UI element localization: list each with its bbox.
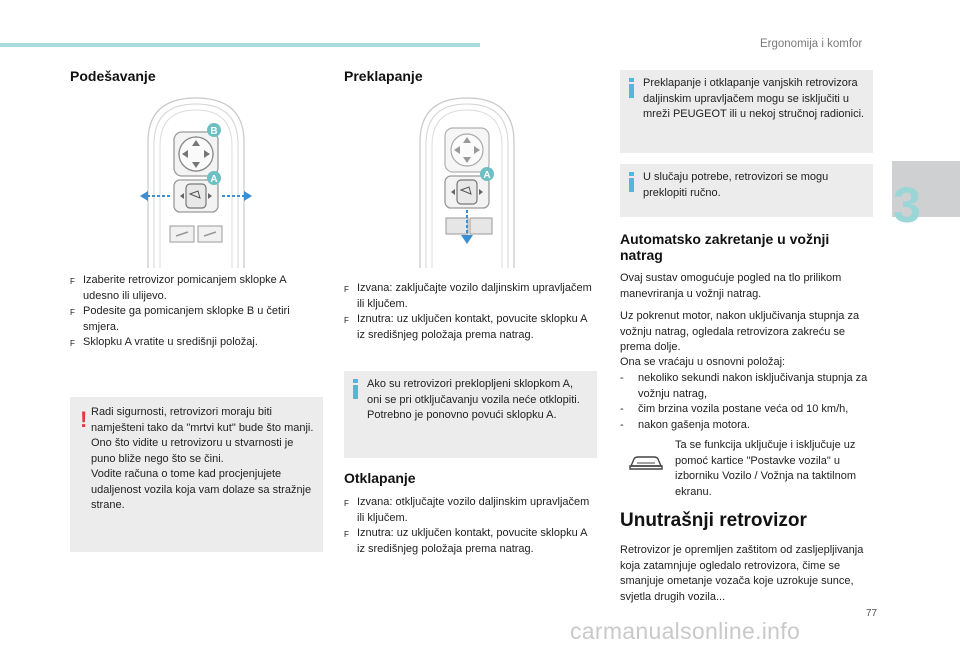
heading-podesavanje: Podešavanje <box>70 68 156 84</box>
warning-icon: ! <box>80 407 88 432</box>
list-item: F Izvana: zaključajte vozilo daljinskim upravljačem ili ključem. <box>344 282 592 310</box>
info-text: U slučaju potrebe, retrovizori se mogu preklopiti ručno. <box>643 171 829 199</box>
paragraph: Ona se vraćaju u osnovni položaj: <box>620 356 786 368</box>
info-text: Ako su retrovizori preklopljeni sklopkom A, oni se pri otključavanju vozila neće otklopiti. Potrebno je ponovno povući sklopku A. <box>367 378 580 421</box>
info-box-fold <box>344 371 597 458</box>
fold-steps-list <box>344 281 594 343</box>
paragraph: Retrovizor je opremljen zaštitom od zasljepljivanja koja zatamnjuje ogledalo retrovizora, čime se smanjuje ometanje vozača koje uzrokuje sunce, svjetla drugih vozila... <box>620 544 864 603</box>
warning-box <box>70 397 323 552</box>
heading-auto-tilt: Automatsko zakretanje u vožnji natrag <box>620 231 830 263</box>
settings-note: Ta se funkcija uključuje i isključuje uz pomoć kartice "Postavke vozila" u izborniku Vozilo / Vožnja na taktilnom ekranu. <box>675 439 856 498</box>
mirror-switch-illustration-fold <box>412 92 522 268</box>
page-number: 77 <box>866 608 878 619</box>
label-a: A <box>483 170 491 181</box>
label-a: A <box>210 174 218 185</box>
paragraph: Uz pokrenut motor, nakon uključivanja stupnja za vožnju natrag, ogledala retrovizora zakreću se prema dolje. <box>620 310 860 353</box>
list-item: F Izvana: otključajte vozilo daljinskim upravljačem ili ključem. <box>344 496 590 524</box>
paragraph: Ovaj sustav omogućuje pogled na tlo prilikom manevriranja u vožnji natrag. <box>620 272 842 300</box>
chapter-number: 3 <box>893 177 921 233</box>
watermark: carmanualsonline.info <box>570 618 801 644</box>
info-box-network <box>620 70 873 153</box>
heading-preklapanje: Preklapanje <box>344 68 423 84</box>
warning-text: Radi sigurnosti, retrovizori moraju biti namješteni tako da "mrtvi kut" bude što manji. Ono što vidite u retrovizoru u stvarnosti je puno bliže nego što se čini. Vodite računa o tome kad procjenjujete udaljenost vozila koja vam dolaze sa stražnje strane. <box>91 406 314 511</box>
heading-otklapanje: Otklapanje <box>344 470 416 486</box>
header-accent-bar <box>0 43 480 47</box>
list-item: - nakon gašenja motora. <box>620 418 750 431</box>
adjust-steps-list <box>70 273 320 351</box>
mirror-switch-illustration-adjust <box>140 92 252 268</box>
info-icon <box>353 379 358 399</box>
list-item: F Izaberite retrovizor pomicanjem sklopke A udesno ili ulijevo. <box>70 274 286 302</box>
info-icon <box>629 172 634 192</box>
car-icon <box>628 452 664 472</box>
info-icon <box>629 78 634 98</box>
info-text: Preklapanje i otklapanje vanjskih retrovizora daljinskim upravljačem mogu se isključiti u mreži PEUGEOT ili u nekoj stručnoj radionici. <box>643 77 865 120</box>
unfold-steps-list <box>344 495 594 557</box>
list-item: F Iznutra: uz uključen kontakt, povucite sklopku A iz središnjeg položaja prema natrag. <box>344 313 587 341</box>
list-item: F Sklopku A vratite u središnji položaj. <box>70 336 258 348</box>
section-title: Ergonomija i komfor <box>760 38 863 50</box>
info-box-manual <box>620 164 873 217</box>
list-item: - nekoliko sekundi nakon isključivanja stupnja za vožnju natrag, <box>620 372 868 400</box>
label-b: B <box>210 126 218 137</box>
list-item: F Iznutra: uz uključen kontakt, povucite sklopku A iz središnjeg položaja prema natrag. <box>344 527 587 555</box>
heading-interior-mirror: Unutrašnji retrovizor <box>620 510 807 531</box>
return-conditions-list <box>620 371 878 433</box>
list-item: - čim brzina vozila postane veća od 10 km/h, <box>620 403 849 415</box>
list-item: F Podesite ga pomicanjem sklopke B u četiri smjera. <box>70 305 290 333</box>
